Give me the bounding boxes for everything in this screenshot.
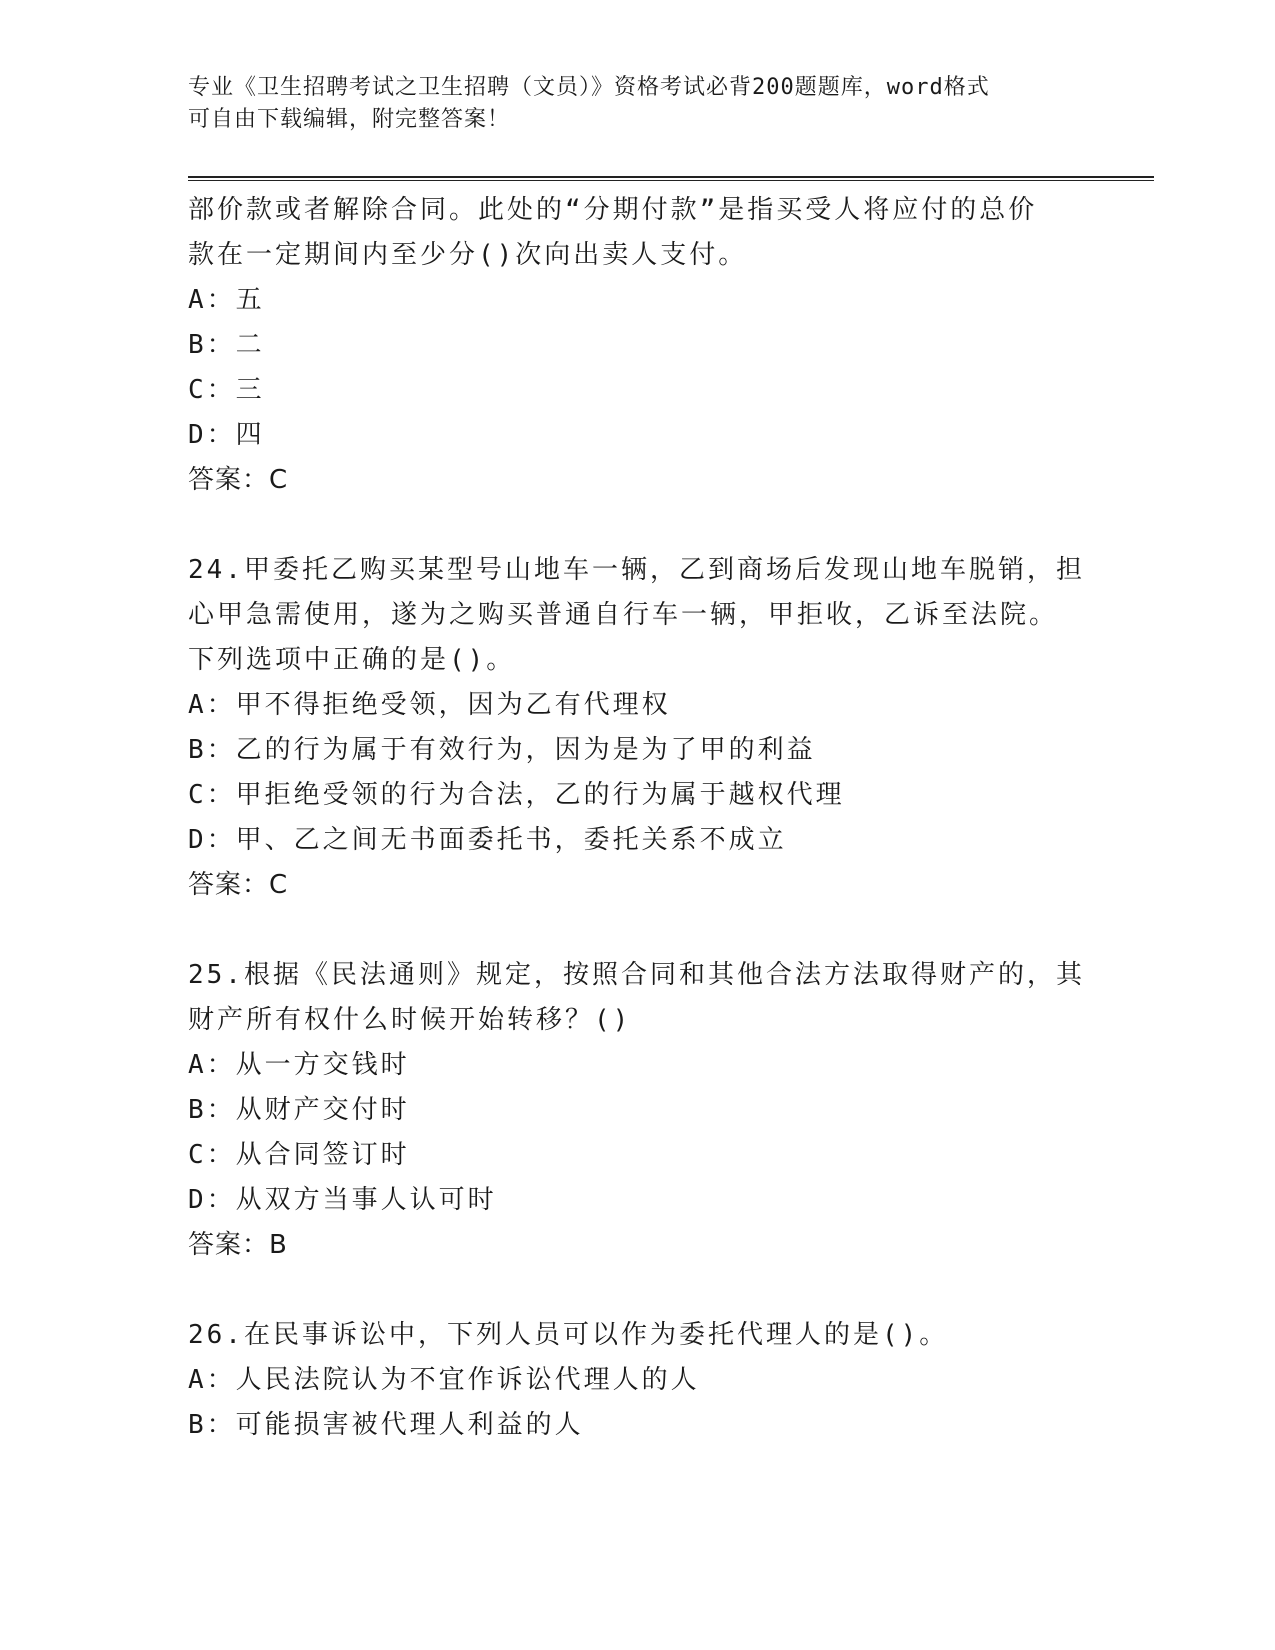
- option-a: A：甲不得拒绝受领，因为乙有代理权: [188, 690, 671, 720]
- option-a: A：从一方交钱时: [188, 1050, 410, 1080]
- option-b: B：乙的行为属于有效行为，因为是为了甲的利益: [188, 735, 816, 765]
- answer-line: 答案：C: [188, 870, 289, 900]
- option-c: C：三: [188, 375, 265, 405]
- option-a: A：五: [188, 285, 265, 315]
- question-block-26: [188, 1313, 1088, 1448]
- option-d: D：甲、乙之间无书面委托书，委托关系不成立: [188, 825, 787, 855]
- question-text-line: 下列选项中正确的是()。: [188, 645, 516, 675]
- block-spacer: [188, 908, 1088, 953]
- question-text-line: 财产所有权什么时候开始转移？(): [188, 1005, 632, 1035]
- question-text-line: 款在一定期间内至少分()次向出卖人支付。: [188, 240, 748, 270]
- question-text-line: 心甲急需使用，遂为之购买普通自行车一辆，甲拒收，乙诉至法院。: [188, 600, 1059, 630]
- option-a: A：人民法院认为不宜作诉讼代理人的人: [188, 1365, 700, 1395]
- header-divider: [188, 176, 1154, 181]
- document-header: [188, 72, 1068, 136]
- question-text-line: 部价款或者解除合同。此处的“分期付款”是指买受人将应付的总价: [188, 195, 1038, 225]
- option-b: B：二: [188, 330, 265, 360]
- question-block-23: [188, 188, 1088, 503]
- answer-line: 答案：C: [188, 465, 289, 495]
- option-d: D：四: [188, 420, 265, 450]
- option-d: D：从双方当事人认可时: [188, 1185, 497, 1215]
- question-block-25: [188, 953, 1088, 1268]
- header-title-line-1: 专业《卫生招聘考试之卫生招聘（文员）》资格考试必背200题题库，word格式: [188, 75, 990, 100]
- answer-line: 答案：B: [188, 1230, 288, 1260]
- option-b: B：从财产交付时: [188, 1095, 410, 1125]
- block-spacer: [188, 1268, 1088, 1313]
- question-text-line: 25.根据《民法通则》规定，按照合同和其他合法方法取得财产的，其: [188, 960, 1085, 990]
- option-c: C：甲拒绝受领的行为合法，乙的行为属于越权代理: [188, 780, 845, 810]
- question-text-line: 26.在民事诉讼中，下列人员可以作为委托代理人的是()。: [188, 1320, 949, 1350]
- option-c: C：从合同签订时: [188, 1140, 410, 1170]
- question-list: [188, 188, 1088, 1448]
- block-spacer: [188, 503, 1088, 548]
- header-title-line-2: 可自由下载编辑，附完整答案！: [188, 107, 511, 132]
- question-text-line: 24.甲委托乙购买某型号山地车一辆，乙到商场后发现山地车脱销，担: [188, 555, 1085, 585]
- question-block-24: [188, 548, 1088, 908]
- option-b: B：可能损害被代理人利益的人: [188, 1410, 584, 1440]
